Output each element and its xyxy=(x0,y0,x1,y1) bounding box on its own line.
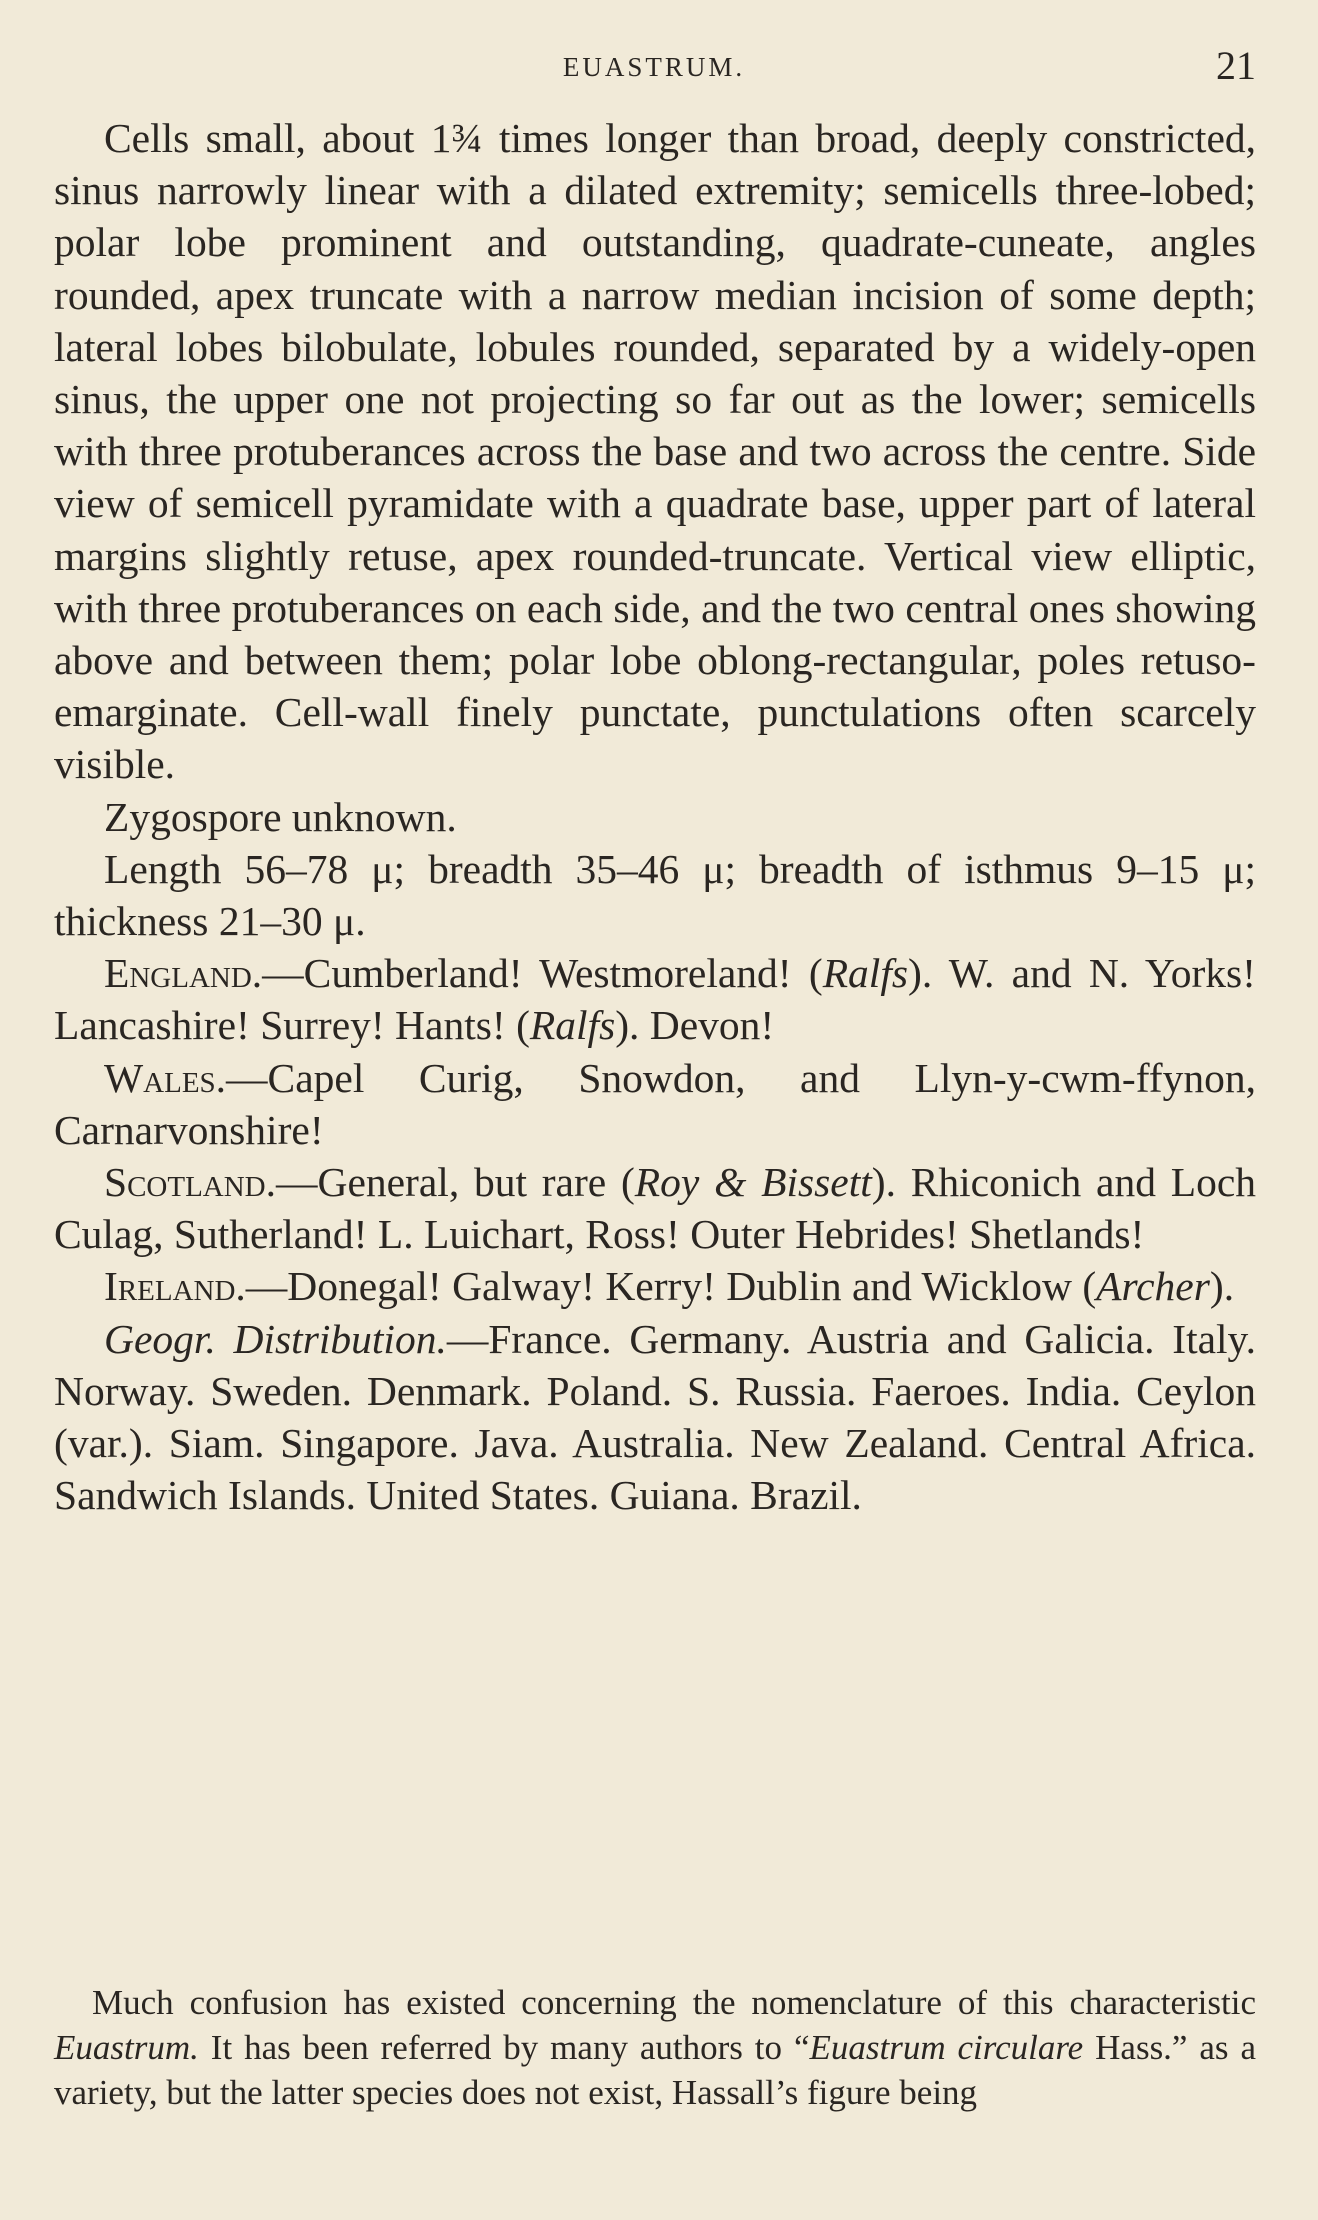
taxon-name: Euastrum circulare xyxy=(809,2028,1084,2067)
page-number: 21 xyxy=(1216,43,1256,88)
description-paragraph: Cells small, about 1¾ times longer than broad, deeply constricted, sinus narrowly linear with a dilated extremity; semicells three-lobed; polar lobe prominent and outstanding, quadrate-cuneate, angles rounded, apex truncate with a narrow median incision of some depth; lateral lobes bilobulate, lobules rounded, separated by a widely-open sinus, the upper one not projecting so far out as the lower; semicells with three protuberances across the base and two across the centre. Side view of semicell pyramidate with a quadrate base, upper part of lateral margins slightly retuse, apex rounded-truncate. Vertical view elliptic, with three protuberances on each side, and the two central ones showing above and between them; polar lobe oblong-rectangular, poles retuso-emarginate. Cell-wall finely punctate, punctulations often scarcely visible. xyxy=(54,115,1256,788)
region-name: Ireland. xyxy=(104,1263,246,1310)
locality-wales: Wales.—Capel Curig, Snowdon, and Llyn-y-cwm-ffynon, Carnarvonshire! xyxy=(54,1054,1256,1153)
page-header xyxy=(52,38,1256,98)
running-head: EUASTRUM. xyxy=(562,52,746,82)
nomenclature-note xyxy=(54,1980,1256,2115)
distribution-label: Geogr. Distribution. xyxy=(104,1315,447,1362)
geographic-distribution xyxy=(54,1313,1256,1522)
authority: Ralfs xyxy=(529,1002,616,1049)
zygospore-paragraph: Zygospore unknown. xyxy=(104,793,457,840)
measurements-paragraph: Length 56–78 μ; breadth 35–46 μ; breadth of isthmus 9–15 μ; thickness 21–30 μ. xyxy=(54,845,1256,945)
distribution-text: —France. Germany. Austria and Galicia. Italy. Norway. Sweden. Denmark. Poland. S. Russia. Faeroes. India. Ceylon (var.). Siam. Singapore. Java. Australia. New Zealand. Central Africa. Sandwich Islands. United States. Guiana. Brazil. xyxy=(54,1315,1256,1519)
region-name: Wales. xyxy=(104,1054,227,1101)
species-description xyxy=(54,112,1256,1521)
authority: Ralfs xyxy=(822,950,908,997)
taxon-name: Euastrum. xyxy=(54,2028,199,2067)
note-paragraph: Much confusion has existed concerning the nomenclature of this characteristic Euastrum. It has been referred by many authors to “Euastrum circulare Hass.” as a variety, but the latter species does not exist, Hassall’s figure being xyxy=(54,1983,1256,2112)
locality-england: England.—Cumberland! Westmoreland! (Ralfs). W. and N. Yorks! Lancashire! Surrey! Hants! (Ralfs). Devon! xyxy=(54,950,1257,1049)
locality-scotland: Scotland.—General, but rare (Roy & Bissett). Rhiconich and Loch Culag, Sutherland! L. Luichart, Ross! Outer Hebrides! Shetlands! xyxy=(54,1159,1256,1258)
region-name: Scotland. xyxy=(104,1159,276,1206)
authority: Roy & Bissett xyxy=(634,1159,872,1206)
authority: Archer xyxy=(1096,1263,1210,1310)
region-name: England. xyxy=(104,950,263,997)
locality-ireland: Ireland.—Donegal! Galway! Kerry! Dublin and Wicklow (Archer). xyxy=(104,1263,1235,1310)
